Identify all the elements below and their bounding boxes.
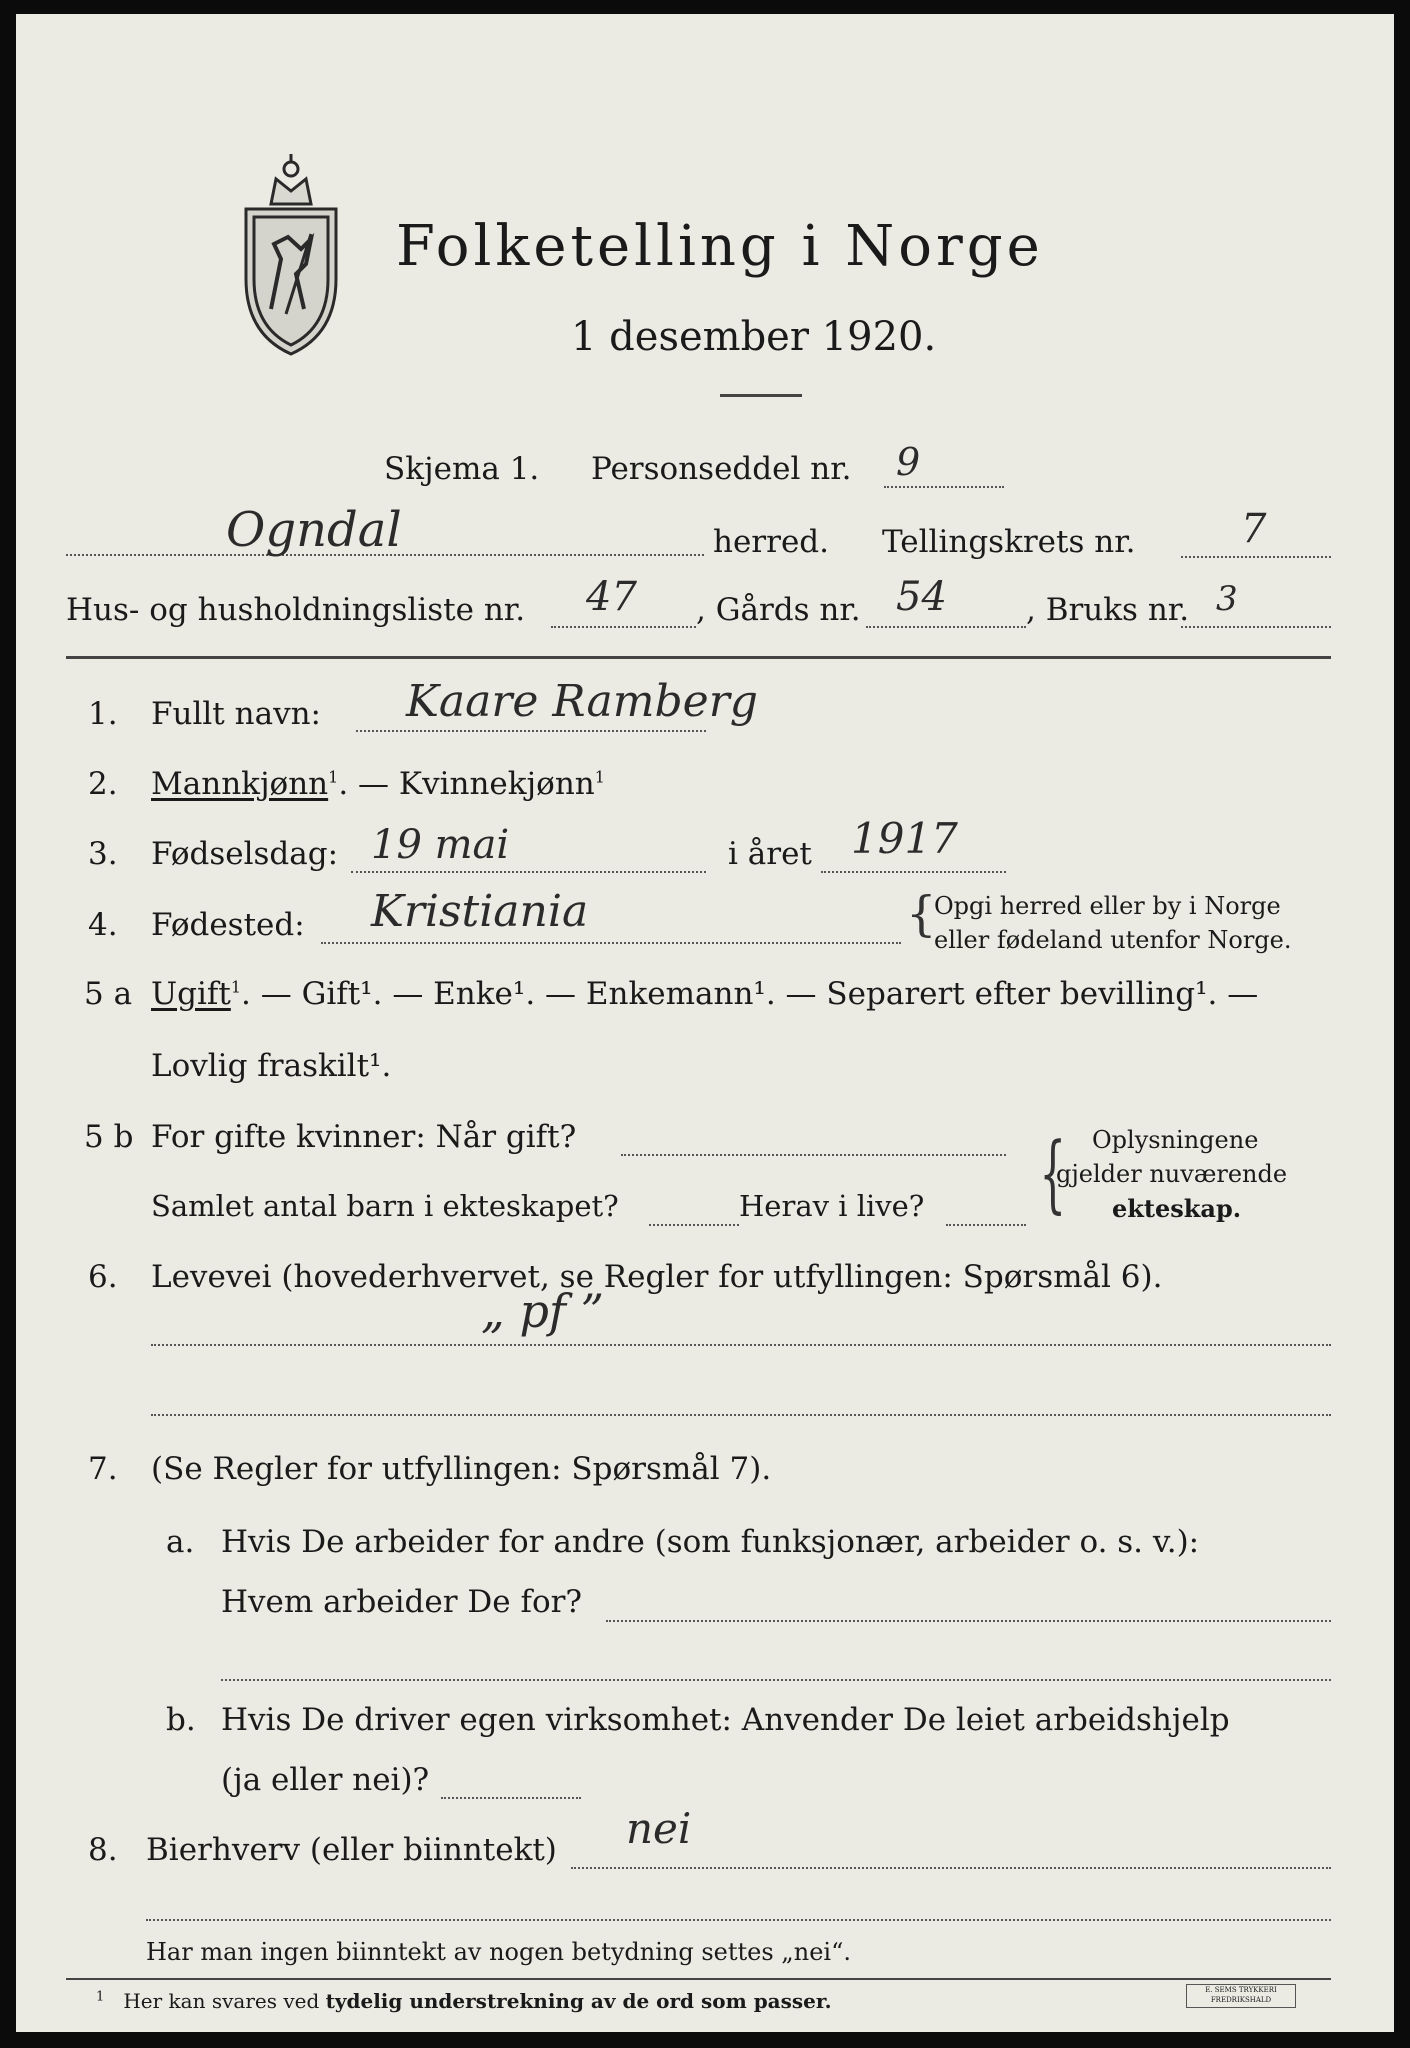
q5b-married-line [621,1154,1006,1156]
full-name-value[interactable]: Kaare Ramberg [406,676,758,727]
q5b-children-label: Samlet antal barn i ekteskapet? [151,1189,619,1223]
q6-line-2 [151,1414,1331,1416]
q6-line-1 [151,1344,1331,1346]
q7-number: 7. [88,1451,118,1487]
printer-stamp: E. SEMS TRYKKERI FREDRIKSHALD [1186,1984,1296,2008]
footnote [96,1989,832,2013]
q8-line [571,1867,1331,1869]
bruks-label: , Bruks nr. [1026,592,1190,628]
herred-value[interactable]: Ogndal [226,502,402,558]
personseddel-value[interactable]: 9 [896,440,921,484]
census-form [16,14,1394,2032]
q8-line-2 [146,1919,1331,1921]
header-rule [66,656,1331,659]
q5b-brace: { [1039,1124,1067,1222]
q7b-line [441,1797,581,1799]
q7a-letter: a. [166,1524,195,1560]
tellingskrets-label: Tellingskrets nr. [882,524,1136,560]
herred-label: herred. [713,524,829,560]
option-unmarried[interactable]: Ugift [151,976,231,1012]
q7b-letter: b. [166,1702,196,1738]
q1-label: Fullt navn: [151,696,321,732]
q2-sup: 1 [328,767,339,787]
q5a-line2[interactable]: Lovlig fraskilt¹. [151,1048,392,1084]
bruks-line [1181,626,1331,628]
title-divider [720,394,802,397]
footer-note: Har man ingen biinntekt av nogen betydning settes „nei“. [146,1938,851,1966]
q8-number: 8. [88,1832,118,1868]
q5a-number: 5 a [84,976,133,1012]
q2-number: 2. [88,766,118,802]
hus-line [551,626,696,628]
q5b-label: For gifte kvinner: Når gift? [151,1119,577,1155]
footnote-plain: Her kan svares ved [123,1989,320,2013]
q5b-children-line [649,1224,739,1226]
footnote-bold: tydelig understrekning av de ord som passer. [325,1989,832,2013]
q7-label: (Se Regler for utfyllingen: Spørsmål 7). [151,1451,772,1487]
gards-line [866,626,1026,628]
gards-value[interactable]: 54 [896,574,947,620]
hus-value[interactable]: 47 [586,574,637,620]
tellingskrets-value[interactable]: 7 [1241,506,1267,552]
footnote-mark: 1 [96,1989,105,2005]
q5b-note-1: Oplysningene [1092,1126,1259,1154]
census-date: 1 desember 1920. [571,314,937,360]
q6-label: Levevei (hovederhvervet, se Regler for utfyllingen: Spørsmål 6). [151,1259,1163,1295]
occupation-value[interactable]: „ pf ” [481,1284,605,1338]
q4-label: Fødested: [151,907,305,943]
q7a-line2: Hvem arbeider De for? [221,1584,583,1620]
birth-year-value[interactable]: 1917 [851,814,958,863]
q2-options [151,766,605,802]
q4-number: 4. [88,907,118,943]
q7b-line2: (ja eller nei)? [221,1762,430,1798]
q5b-alive-label: Herav i live? [739,1189,925,1223]
form-title: Folketelling i Norge [396,214,1044,279]
q4-brace: { [906,886,937,942]
q3-year-line [821,871,1006,873]
q3-label: Fødselsdag: [151,836,339,872]
q1-number: 1. [88,696,118,732]
birthday-value[interactable]: 19 mai [371,822,510,868]
birthplace-value[interactable]: Kristiania [371,886,589,937]
q5a-options [151,976,1258,1012]
side-income-value[interactable]: nei [626,1804,692,1853]
q4-line [321,942,901,944]
personseddel-label: Personseddel nr. [591,451,852,487]
tellingskrets-line [1181,556,1331,558]
q7a-label: Hvis De arbeider for andre (som funksjonær, arbeider o. s. v.): [221,1524,1200,1560]
option-male[interactable]: Mannkjønn [151,766,329,802]
q3-year-label: i året [728,836,812,872]
personseddel-line [884,486,1004,488]
q5a-other-options[interactable]: . — Gift¹. — Enke¹. — Enkemann¹. — Separert efter bevilling¹. — [241,976,1259,1012]
q8-label: Bierhverv (eller biinntekt) [146,1832,557,1868]
q6-number: 6. [88,1259,118,1295]
schema-label: Skjema 1. [384,451,540,487]
q5b-note-3: ekteskap. [1112,1194,1242,1223]
option-female[interactable]: Kvinnekjønn [398,766,595,802]
q7a-line-2 [221,1679,1331,1681]
q5b-alive-line [946,1224,1026,1226]
footer-rule [66,1978,1331,1980]
q5a-sup: 1 [230,977,242,997]
q7b-label: Hvis De driver egen virksomhet: Anvender De leiet arbeidshjelp [221,1702,1230,1738]
q2-separator: . — [338,766,399,802]
gards-label: , Gårds nr. [696,592,861,628]
q4-note-2: eller fødeland utenfor Norge. [934,926,1292,954]
q7a-line [606,1620,1331,1622]
bruks-value[interactable]: 3 [1216,579,1238,619]
q3-line [351,871,706,873]
coat-of-arms-icon [226,149,356,364]
q4-note-1: Opgi herred eller by i Norge [934,892,1281,920]
hus-label: Hus- og husholdningsliste nr. [66,592,526,628]
q2-sup2: 1 [594,767,605,787]
q3-number: 3. [88,836,118,872]
q5b-number: 5 b [84,1119,134,1155]
q5b-note-2: gjelder nuværende [1056,1160,1288,1188]
q1-line [356,730,706,732]
